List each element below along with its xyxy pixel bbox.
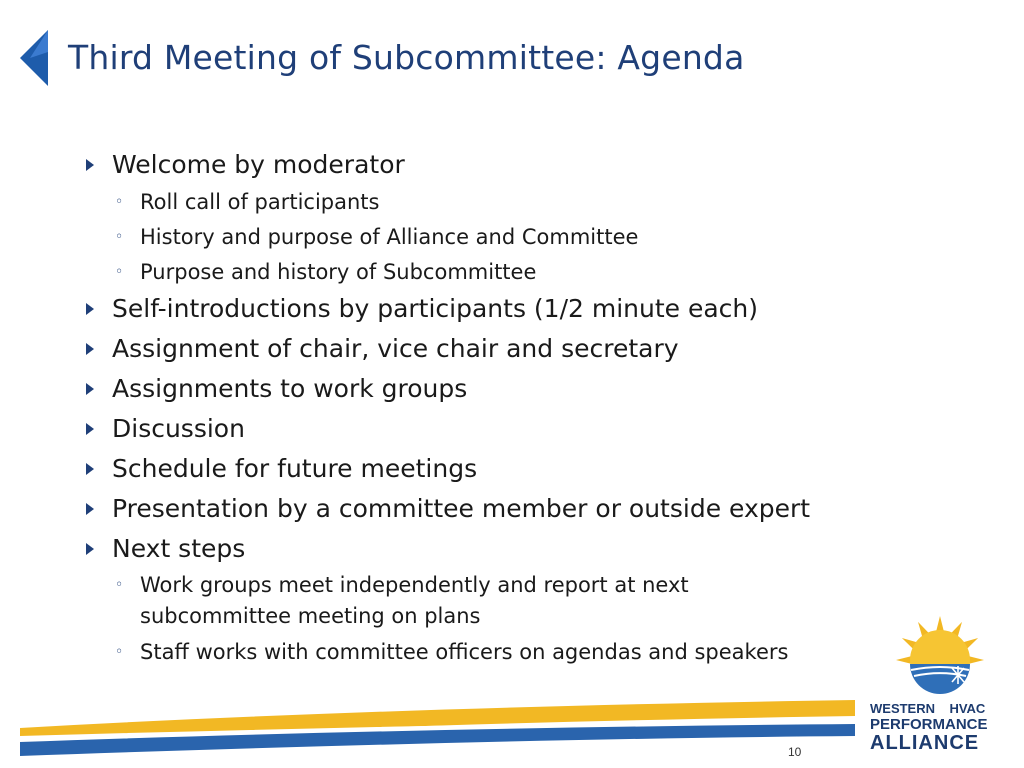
agenda-item-assignment-chair: Assignment of chair, vice chair and secretary — [112, 334, 679, 363]
logo-word-western: WESTERN — [870, 701, 935, 716]
list-item — [112, 414, 245, 443]
bullet-triangle-icon — [86, 383, 94, 395]
list-item — [112, 334, 679, 363]
bullet-circle-icon: ◦ — [115, 644, 124, 660]
bullet-triangle-icon — [86, 343, 94, 355]
bullet-circle-icon: ◦ — [115, 577, 124, 593]
footer-swoosh-band — [0, 690, 860, 760]
agenda-item-work-groups: Assignments to work groups — [112, 374, 468, 403]
logo-line-alliance: ALLIANCE — [870, 732, 980, 754]
page-number: 10 — [788, 745, 802, 759]
list-item — [112, 374, 467, 403]
agenda-subitem-work-groups-meet: Work groups meet independently and report at next subcommittee meeting on plans — [140, 573, 689, 628]
logo-line-performance: PERFORMANCE — [870, 716, 988, 733]
bullet-circle-icon: ◦ — [115, 264, 124, 280]
agenda-item-welcome: Welcome by moderator — [112, 150, 405, 179]
list-subitem — [115, 257, 920, 288]
list-item — [112, 494, 810, 523]
agenda-subitem-staff-works: Staff works with committee officers on agendas and speakers — [140, 640, 789, 664]
agenda-item-presentation: Presentation by a committee member or outside expert — [112, 494, 811, 523]
slide-title: Third Meeting of Subcommittee: Agenda — [68, 38, 745, 77]
list-item — [112, 150, 405, 179]
agenda-subitem-history-alliance: History and purpose of Alliance and Committee — [140, 225, 639, 249]
list-subitem — [115, 637, 920, 668]
agenda-item-schedule: Schedule for future meetings — [112, 454, 478, 483]
bullet-circle-icon: ◦ — [115, 229, 124, 245]
logo-word-hvac: HVAC — [949, 701, 986, 716]
list-item — [112, 454, 477, 483]
list-subitem — [115, 222, 920, 253]
list-subitem — [115, 187, 920, 218]
bullet-triangle-icon — [86, 423, 94, 435]
bullet-circle-icon: ◦ — [115, 194, 124, 210]
list-item — [112, 294, 758, 323]
back-arrow-icon — [20, 30, 50, 86]
bullet-triangle-icon — [86, 159, 94, 171]
agenda-item-self-intro: Self-introductions by participants (1/2 minute each) — [112, 294, 759, 323]
bullet-triangle-icon — [86, 303, 94, 315]
bullet-triangle-icon — [86, 503, 94, 515]
agenda-item-discussion: Discussion — [112, 414, 245, 443]
bullet-triangle-icon — [86, 543, 94, 555]
list-subitem — [115, 570, 820, 632]
bullet-triangle-icon — [86, 463, 94, 475]
list-item — [112, 534, 245, 563]
agenda-subitem-roll-call: Roll call of participants — [140, 190, 380, 214]
logo-line-western — [870, 701, 985, 716]
agenda-item-next-steps: Next steps — [112, 534, 246, 563]
agenda-subitem-purpose-subcommittee: Purpose and history of Subcommittee — [140, 260, 537, 284]
